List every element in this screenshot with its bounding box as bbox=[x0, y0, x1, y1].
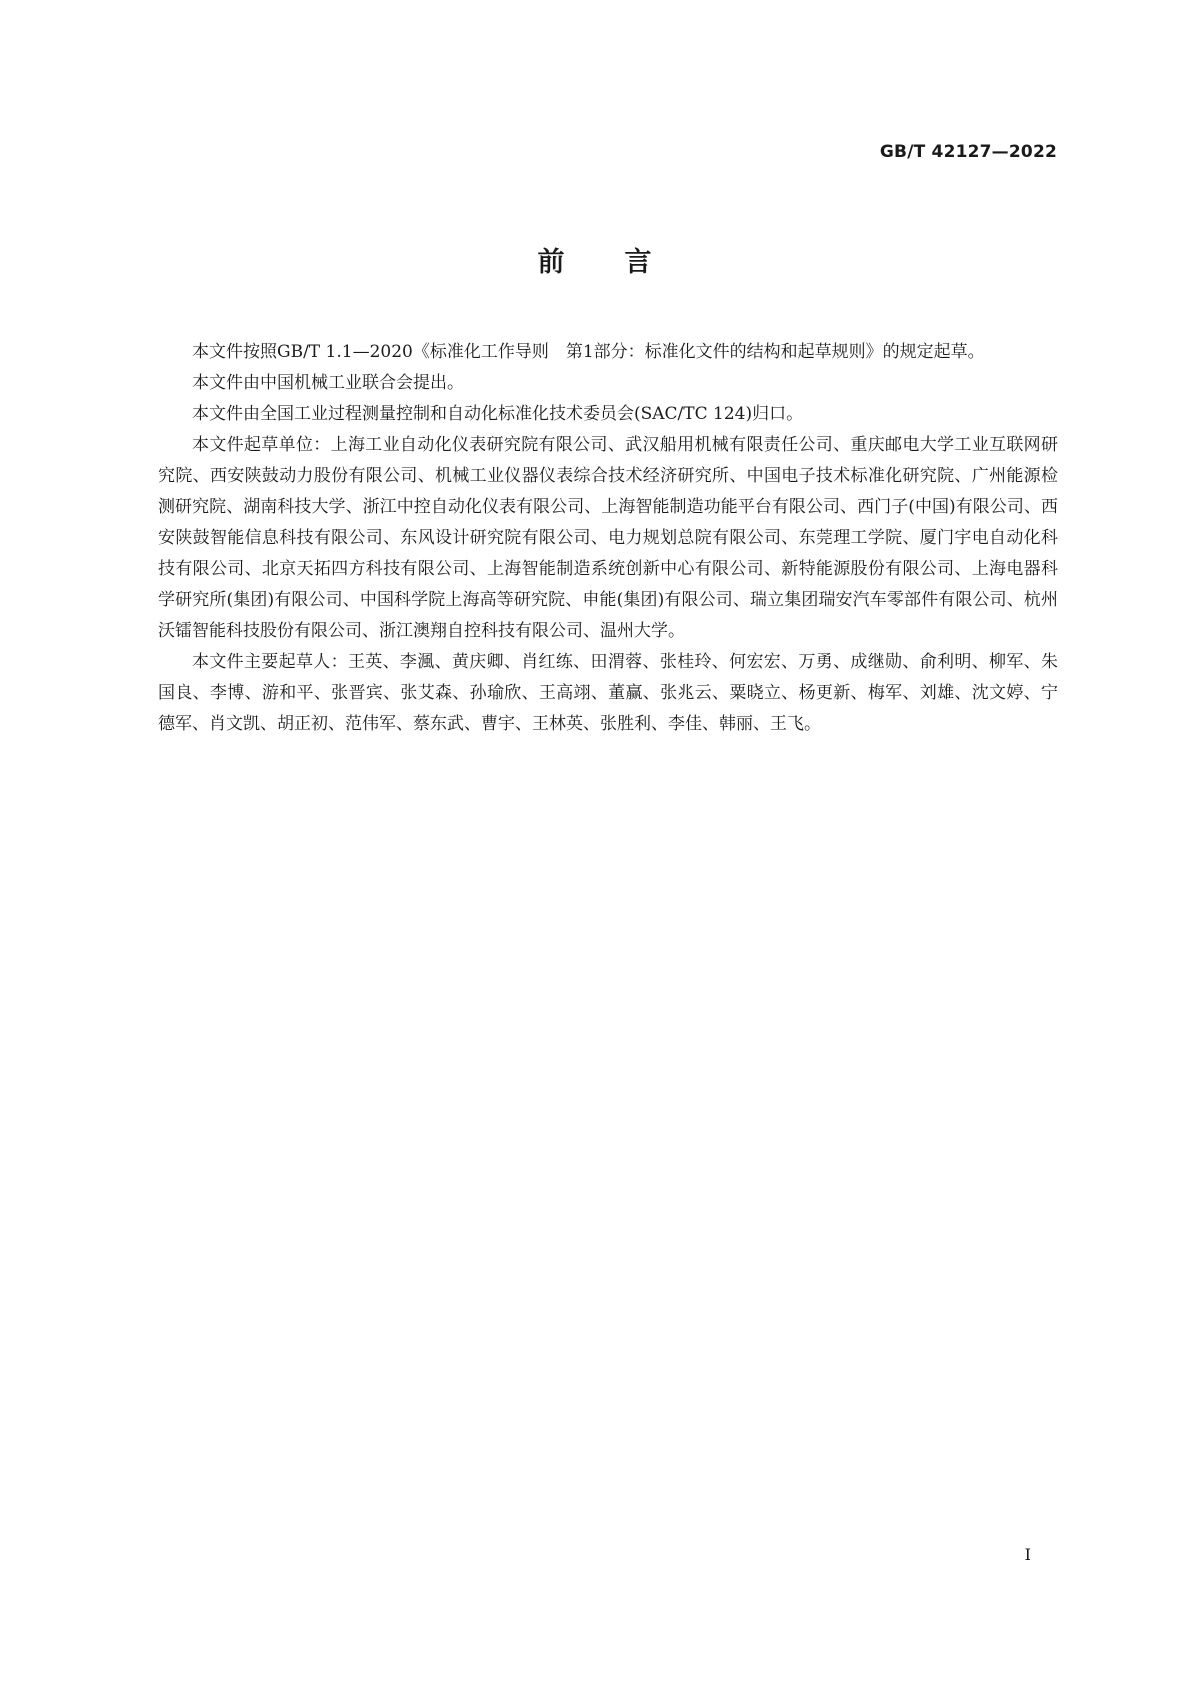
paragraph-drafting-basis: 本文件按照GB/T 1.1—2020《标准化工作导则 第1部分：标准化文件的结构和起草规则》的规定起草。 bbox=[192, 342, 985, 362]
title-char-2: 言 bbox=[624, 247, 654, 278]
paragraph-proposer: 本文件由中国机械工业联合会提出。 bbox=[192, 373, 464, 393]
paragraph-drafting-units: 本文件起草单位：上海工业自动化仪表研究院有限公司、武汉船用机械有限责任公司、重庆邮电大学工业互联网研究院、西安陕鼓动力股份有限公司、机械工业仪器仪表综合技术经济研究所、中国电子技术标准化研究院、广州能源检测研究院、湖南科技大学、浙江中控自动化仪表有限公司、上海智能制造功能平台有限公司、西门子(中国)有限公司、西安陕鼓智能信息科技有限公司、东风设计研究院有限公司、电力规划总院有限公司、东莞理工学院、厦门宇电自动化科技有限公司、北京天拓四方科技有限公司、上海智能制造系统创新中心有限公司、新特能源股份有限公司、上海电器科学研究所(集团)有限公司、中国科学院上海高等研究院、申能(集团)有限公司、瑞立集团瑞安汽车零部件有限公司、杭州沃镭智能科技股份有限公司、浙江澳翔自控科技有限公司、温州大学。 bbox=[158, 435, 1058, 641]
page-number: I bbox=[1024, 1545, 1031, 1564]
foreword-body bbox=[158, 337, 1058, 740]
page-title bbox=[0, 240, 1191, 279]
paragraph-drafters: 本文件主要起草人：王英、李渢、黄庆卿、肖红练、田渭蓉、张桂玲、何宏宏、万勇、成继勋、俞利明、柳军、朱国良、李博、游和平、张晋宾、张艾森、孙瑜欣、王高翊、董赢、张兆云、粟晓立、杨更新、梅军、刘雄、沈文婷、宁德军、肖文凯、胡正初、范伟军、蔡东武、曹宇、王林英、张胜利、李佳、韩丽、王飞。 bbox=[158, 652, 1058, 734]
standard-number: GB/T 42127—2022 bbox=[879, 142, 1057, 162]
title-char-1: 前 bbox=[537, 247, 567, 278]
paragraph-administrator: 本文件由全国工业过程测量控制和自动化标准化技术委员会(SAC/TC 124)归口。 bbox=[192, 404, 804, 424]
